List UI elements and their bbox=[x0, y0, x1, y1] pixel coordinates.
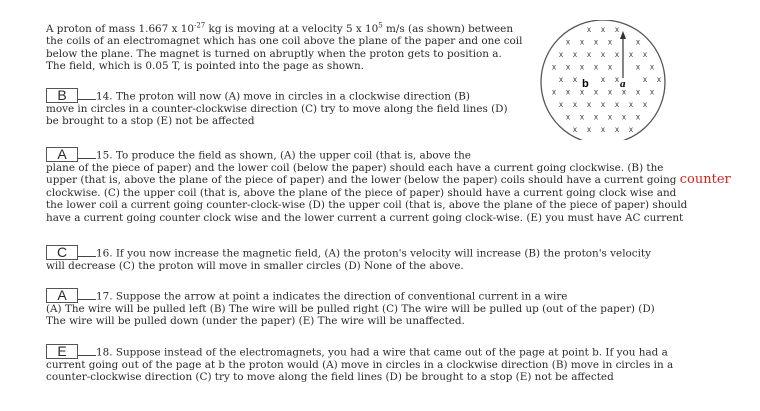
field-x-mark: x bbox=[587, 25, 591, 34]
field-x-mark: x bbox=[608, 87, 612, 97]
field-x-mark: x bbox=[601, 75, 605, 84]
q15-line-4: clockwise. (C) the upper coil (that is, above the plane of the piece of paper) should have a current going clock wise and bbox=[46, 186, 677, 199]
field-x-mark: x bbox=[566, 87, 570, 97]
q18-line-1: 18. Suppose instead of the electromagnets, you had a wire that came out of the page at point b. If you had a bbox=[96, 346, 668, 359]
q16-line-1: 16. If you now increase the magnetic field, (A) the proton's velocity will increase (B) the proton's velocity bbox=[96, 247, 651, 260]
intro-paragraph bbox=[46, 23, 522, 73]
q15-line-5: the lower coil a current going counter-clock-wise (D) the upper coil (that is, above the plane of the piece of paper) should bbox=[46, 199, 688, 212]
question-16 bbox=[46, 245, 651, 272]
field-x-marks bbox=[552, 25, 661, 134]
q14-line-1: 14. The proton will now (A) move in circles in a clockwise direction (B) bbox=[96, 90, 470, 103]
field-x-mark: x bbox=[615, 100, 619, 109]
field-x-mark: x bbox=[650, 87, 654, 97]
question-18 bbox=[46, 344, 673, 384]
field-x-mark: x bbox=[608, 62, 612, 72]
field-x-mark: x bbox=[559, 75, 563, 84]
field-x-mark: x bbox=[552, 62, 556, 72]
field-x-mark: x bbox=[580, 87, 584, 97]
q15-line-6: have a current going counter clock wise and the lower current a current going clock-wise. (E) you must have AC current bbox=[46, 211, 684, 224]
field-x-mark: x bbox=[650, 62, 654, 72]
field-x-mark: x bbox=[657, 75, 661, 84]
field-x-mark: x bbox=[594, 87, 598, 97]
field-x-mark: x bbox=[587, 50, 591, 59]
field-x-mark: x bbox=[573, 75, 577, 84]
field-x-mark: x bbox=[643, 50, 647, 59]
field-x-mark: x bbox=[636, 37, 640, 47]
label-b: b bbox=[582, 78, 589, 90]
field-x-mark: x bbox=[552, 87, 556, 97]
answer-box-16[interactable]: C bbox=[46, 245, 78, 260]
answer-box-17[interactable]: A bbox=[46, 288, 78, 303]
field-x-mark: x bbox=[636, 87, 640, 97]
field-x-mark: x bbox=[643, 100, 647, 109]
field-x-mark: x bbox=[594, 62, 598, 72]
q17-line-2: (A) The wire will be pulled left (B) The wire will be pulled right (C) The wire will be pulled up (out of the paper) (D) bbox=[46, 303, 655, 315]
field-x-mark: x bbox=[622, 112, 626, 122]
q17-line-3: The wire will be pulled down (under the paper) (E) The wire will be unaffected. bbox=[46, 315, 465, 328]
answer-box-15[interactable]: A bbox=[46, 147, 78, 162]
field-x-mark: x bbox=[580, 37, 584, 47]
field-x-mark: x bbox=[580, 112, 584, 122]
field-x-mark: x bbox=[587, 125, 591, 134]
question-15 bbox=[46, 147, 731, 224]
field-x-mark: x bbox=[580, 62, 584, 72]
field-x-mark: x bbox=[566, 37, 570, 47]
field-x-mark: x bbox=[601, 25, 605, 34]
field-x-mark: x bbox=[573, 50, 577, 59]
field-x-mark: x bbox=[636, 112, 640, 122]
velocity-arrow-head bbox=[620, 31, 626, 39]
q15-line-1: 15. To produce the field as shown, (A) the upper coil (that is, above the bbox=[96, 149, 471, 162]
intro-line-3: below the plane. The magnet is turned on abruptly when the proton gets to position a. bbox=[46, 47, 502, 60]
intro-line-1: A proton of mass 1.667 x $10^{-27}$ kg is moving at a velocity 5 x $10^5$ m/s (as shown) between bbox=[46, 21, 514, 35]
field-x-mark: x bbox=[573, 125, 577, 134]
field-x-mark: x bbox=[643, 75, 647, 84]
q16-line-2: will decrease (C) the proton will move in smaller circles (D) None of the above. bbox=[46, 260, 464, 272]
label-a: a bbox=[620, 78, 626, 90]
q17-line-1: 17. Suppose the arrow at point a indicates the direction of conventional current in a wire bbox=[96, 290, 568, 303]
question-14 bbox=[46, 88, 508, 128]
question-17 bbox=[46, 288, 655, 328]
field-x-mark: x bbox=[622, 87, 626, 97]
field-x-mark: x bbox=[615, 75, 619, 84]
q14-line-2: move in circles in a counter-clockwise direction (C) try to move along the field lines (D) bbox=[46, 103, 508, 115]
field-x-mark: x bbox=[594, 112, 598, 122]
field-x-mark: x bbox=[594, 37, 598, 47]
q15-line-2: plane of the piece of paper) and the lower coil (below the paper) should each have a current going clockwise. (B) the bbox=[46, 162, 664, 174]
q18-line-3: counter-clockwise direction (C) try to move along the field lines (D) be brought to a stop (E) not be affected bbox=[46, 371, 614, 384]
answer-box-14[interactable]: B bbox=[46, 88, 78, 103]
field-x-mark: x bbox=[566, 62, 570, 72]
q18-line-2: current going out of the page at b the proton would (A) move in circles in a clockwise direction (B) move in circles in a bbox=[46, 359, 674, 371]
field-x-mark: x bbox=[608, 112, 612, 122]
field-x-mark: x bbox=[573, 100, 577, 109]
field-x-mark: x bbox=[608, 37, 612, 47]
q14-line-3: be brought to a stop (E) not be affected bbox=[46, 115, 255, 128]
field-x-mark: x bbox=[636, 62, 640, 72]
field-x-mark: x bbox=[629, 100, 633, 109]
field-x-mark: x bbox=[559, 100, 563, 109]
intro-line-4: The field, which is 0.05 T, is pointed into the page as shown. bbox=[46, 60, 365, 73]
magnetic-field-diagram bbox=[535, 20, 670, 140]
field-x-mark: x bbox=[601, 50, 605, 59]
field-x-mark: x bbox=[615, 125, 619, 134]
field-x-mark: x bbox=[629, 50, 633, 59]
field-x-mark: x bbox=[615, 50, 619, 59]
field-x-mark: x bbox=[587, 100, 591, 109]
field-x-mark: x bbox=[601, 100, 605, 109]
q15-line-3: upper (that is, above the plane of the piece of paper) and the lower (below the paper) coils should have a current going bbox=[46, 174, 677, 187]
intro-line-2: the coils of an electromagnet which has one coil above the plane of the paper and one coil bbox=[46, 35, 523, 48]
answer-box-18[interactable]: E bbox=[46, 344, 78, 359]
field-x-mark: x bbox=[601, 125, 605, 134]
field-x-mark: x bbox=[615, 25, 619, 34]
field-x-mark: x bbox=[559, 50, 563, 59]
field-x-mark: x bbox=[629, 125, 633, 134]
handwritten-note-counter: counter bbox=[679, 172, 731, 188]
field-x-mark: x bbox=[566, 112, 570, 122]
